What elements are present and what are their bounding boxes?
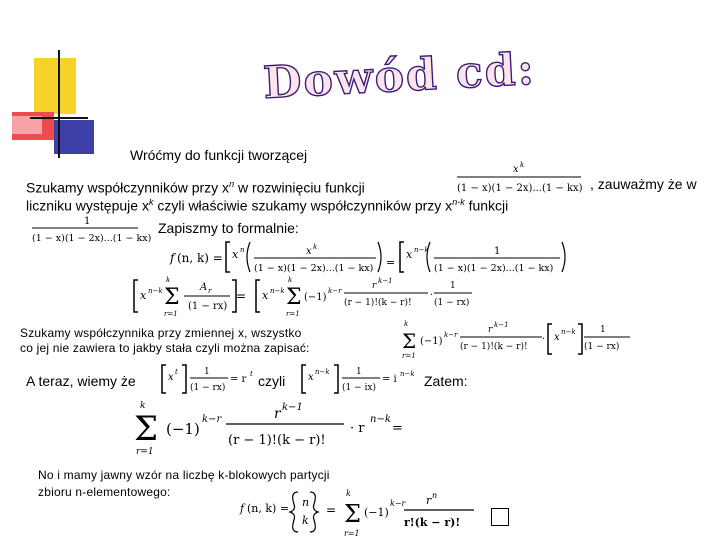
svg-text:=: = bbox=[392, 421, 403, 436]
svg-text:x: x bbox=[513, 164, 519, 175]
svg-text:Σ: Σ bbox=[344, 500, 361, 528]
formula-stirling bbox=[238, 484, 478, 540]
text-line-3a: liczniku występuje x bbox=[26, 197, 149, 214]
svg-text:(n, k) =: (n, k) = bbox=[247, 502, 290, 515]
text-line-7a: No i mamy jawny wzór na liczbę k-blokowych partycji bbox=[38, 468, 330, 482]
svg-text:(1 − rx): (1 − rx) bbox=[188, 301, 228, 312]
svg-text:x: x bbox=[140, 289, 147, 302]
svg-text:(−1): (−1) bbox=[420, 336, 443, 347]
svg-text:·: · bbox=[542, 334, 546, 345]
svg-text:r: r bbox=[208, 287, 212, 295]
svg-text:(r − 1)!(k − r)!: (r − 1)!(k − r)! bbox=[460, 342, 528, 352]
svg-text:f: f bbox=[240, 502, 245, 515]
svg-text:1: 1 bbox=[600, 325, 606, 335]
svg-text:=: = bbox=[386, 256, 396, 269]
exp-k: k bbox=[148, 197, 154, 207]
text-line-6: A teraz, wiemy że bbox=[26, 373, 136, 389]
text-line-3 bbox=[26, 193, 508, 215]
qed-square-icon bbox=[491, 508, 509, 526]
text-line-4: Zapiszmy to formalnie: bbox=[158, 220, 299, 236]
svg-text:1: 1 bbox=[494, 246, 501, 257]
svg-text:k: k bbox=[404, 320, 409, 328]
svg-text:r!(k − r)!: r!(k − r)! bbox=[404, 516, 461, 529]
svg-text:r=1: r=1 bbox=[402, 352, 416, 360]
svg-text:n−k: n−k bbox=[561, 328, 576, 336]
svg-text:(1 − rx): (1 − rx) bbox=[190, 383, 226, 393]
svg-text:n−k: n−k bbox=[414, 246, 429, 254]
svg-text:k: k bbox=[346, 489, 351, 498]
svg-text:k−1: k−1 bbox=[378, 277, 393, 285]
svg-text:k: k bbox=[520, 161, 525, 169]
decor-yellow-square bbox=[34, 58, 76, 114]
svg-text:(1 − x)(1 − 2x)...(1 − kx): (1 − x)(1 − 2x)...(1 − kx) bbox=[254, 263, 374, 274]
decor-horizontal-line bbox=[30, 117, 88, 119]
svg-text:n: n bbox=[432, 491, 438, 500]
svg-text:x: x bbox=[262, 289, 269, 302]
svg-text:k: k bbox=[166, 276, 171, 284]
formula-coefficient bbox=[400, 318, 640, 360]
svg-text:x: x bbox=[554, 332, 560, 343]
text-line-3b: czyli właściwie szukamy współczynników przy x bbox=[153, 197, 453, 214]
svg-text:Σ: Σ bbox=[402, 329, 417, 353]
svg-text:x: x bbox=[168, 372, 174, 383]
exp-n-k: n-k bbox=[452, 197, 465, 207]
text-line-7b: zbioru n-elementowego: bbox=[38, 485, 171, 499]
svg-text:k−1: k−1 bbox=[494, 321, 509, 329]
svg-text:(n, k) =: (n, k) = bbox=[177, 251, 223, 265]
svg-text:r: r bbox=[488, 325, 493, 335]
svg-text:1: 1 bbox=[450, 281, 456, 291]
svg-text:n−k: n−k bbox=[315, 368, 330, 376]
text-line-6b: czyli bbox=[258, 373, 286, 389]
text-line-3c: funkcji bbox=[464, 197, 509, 214]
text-line-5a: Szukamy współczynnika przy zmiennej x, wszystko bbox=[20, 326, 302, 340]
svg-text:k: k bbox=[288, 276, 293, 284]
formula-rx-power bbox=[160, 362, 258, 396]
text-line-2c: , zauważmy że w bbox=[590, 176, 697, 192]
formula-rx-power-nk bbox=[300, 362, 415, 396]
svg-text:f: f bbox=[170, 251, 175, 265]
svg-text:k−r: k−r bbox=[444, 331, 458, 339]
svg-text:(−1): (−1) bbox=[304, 292, 327, 303]
svg-text:1: 1 bbox=[204, 367, 210, 377]
svg-text:k−r: k−r bbox=[390, 499, 406, 508]
svg-text:t: t bbox=[175, 368, 178, 376]
svg-text:n−k: n−k bbox=[400, 370, 415, 378]
svg-text:(1 − rx): (1 − rx) bbox=[584, 342, 620, 352]
svg-text:r: r bbox=[372, 281, 377, 291]
svg-text:r=1: r=1 bbox=[344, 529, 360, 538]
text-line-2a: Szukamy współczynników przy x bbox=[26, 179, 230, 196]
svg-text:r: r bbox=[426, 494, 432, 507]
svg-text:= r: = r bbox=[230, 374, 247, 385]
exp-n: n bbox=[229, 179, 235, 189]
text-line-2b: w rozwinięciu funkcji bbox=[234, 179, 365, 196]
formula-f-nk bbox=[168, 236, 588, 276]
svg-text:x: x bbox=[406, 248, 413, 261]
svg-text:Σ: Σ bbox=[134, 409, 159, 449]
svg-text:(r − 1)!(k − r)!: (r − 1)!(k − r)! bbox=[344, 298, 412, 308]
svg-text:A: A bbox=[200, 282, 208, 293]
svg-text:r: r bbox=[274, 406, 281, 422]
svg-text:=: = bbox=[236, 289, 247, 303]
svg-text:k−r: k−r bbox=[328, 287, 342, 295]
svg-text:(1 − rx): (1 − rx) bbox=[434, 298, 470, 308]
svg-text:n−k: n−k bbox=[148, 287, 163, 295]
svg-text:Σ: Σ bbox=[164, 285, 180, 310]
svg-text:n: n bbox=[240, 246, 245, 254]
formula-reciprocal bbox=[30, 213, 152, 245]
svg-text:n: n bbox=[302, 496, 310, 509]
svg-text:·: · bbox=[430, 290, 434, 301]
svg-text:(1 − ix): (1 − ix) bbox=[342, 383, 376, 393]
svg-text:(−1): (−1) bbox=[166, 420, 200, 438]
svg-text:n−k: n−k bbox=[270, 287, 285, 295]
svg-text:(−1): (−1) bbox=[364, 506, 389, 519]
svg-text:1: 1 bbox=[84, 216, 91, 227]
svg-text:k−1: k−1 bbox=[282, 402, 303, 413]
svg-text:x: x bbox=[306, 246, 312, 257]
svg-text:t: t bbox=[250, 370, 253, 378]
svg-text:= i: = i bbox=[382, 374, 397, 385]
svg-text:n−k: n−k bbox=[370, 414, 391, 425]
text-line-5b: co jej nie zawiera to jakby stała czyli można zapisać: bbox=[20, 341, 310, 355]
decor-vertical-line bbox=[58, 50, 60, 158]
decor-blue-square bbox=[54, 120, 94, 154]
svg-text:Σ: Σ bbox=[286, 285, 302, 310]
svg-text:(1 − x)(1 − 2x)...(1 − kx): (1 − x)(1 − 2x)...(1 − kx) bbox=[434, 263, 554, 274]
svg-text:r=1: r=1 bbox=[164, 310, 178, 318]
svg-text:(1 − x)(1 − 2x)...(1 − kx): (1 − x)(1 − 2x)...(1 − kx) bbox=[32, 233, 152, 244]
svg-text:x: x bbox=[308, 372, 314, 383]
text-line-6c: Zatem: bbox=[424, 373, 468, 389]
svg-text:(r − 1)!(k − r)!: (r − 1)!(k − r)! bbox=[228, 433, 326, 448]
slide-title: Dowód cd: bbox=[262, 43, 537, 109]
text-line-1: Wróćmy do funkcji tworzącej bbox=[130, 147, 308, 163]
svg-text:k: k bbox=[140, 401, 146, 411]
svg-text:1: 1 bbox=[356, 367, 362, 377]
svg-text:=: = bbox=[326, 503, 337, 517]
svg-text:k−r: k−r bbox=[202, 414, 222, 425]
svg-text:x: x bbox=[232, 248, 239, 261]
formula-partial-fractions bbox=[132, 274, 472, 320]
svg-text:r=1: r=1 bbox=[136, 447, 154, 457]
svg-text:· r: · r bbox=[350, 421, 365, 436]
svg-text:k: k bbox=[313, 243, 318, 251]
svg-text:k: k bbox=[302, 514, 309, 527]
svg-text:(1 − x)(1 − 2x)...(1 − kx): (1 − x)(1 − 2x)...(1 − kx) bbox=[457, 183, 583, 194]
svg-text:r=1: r=1 bbox=[286, 310, 300, 318]
formula-big-sum bbox=[130, 396, 420, 458]
